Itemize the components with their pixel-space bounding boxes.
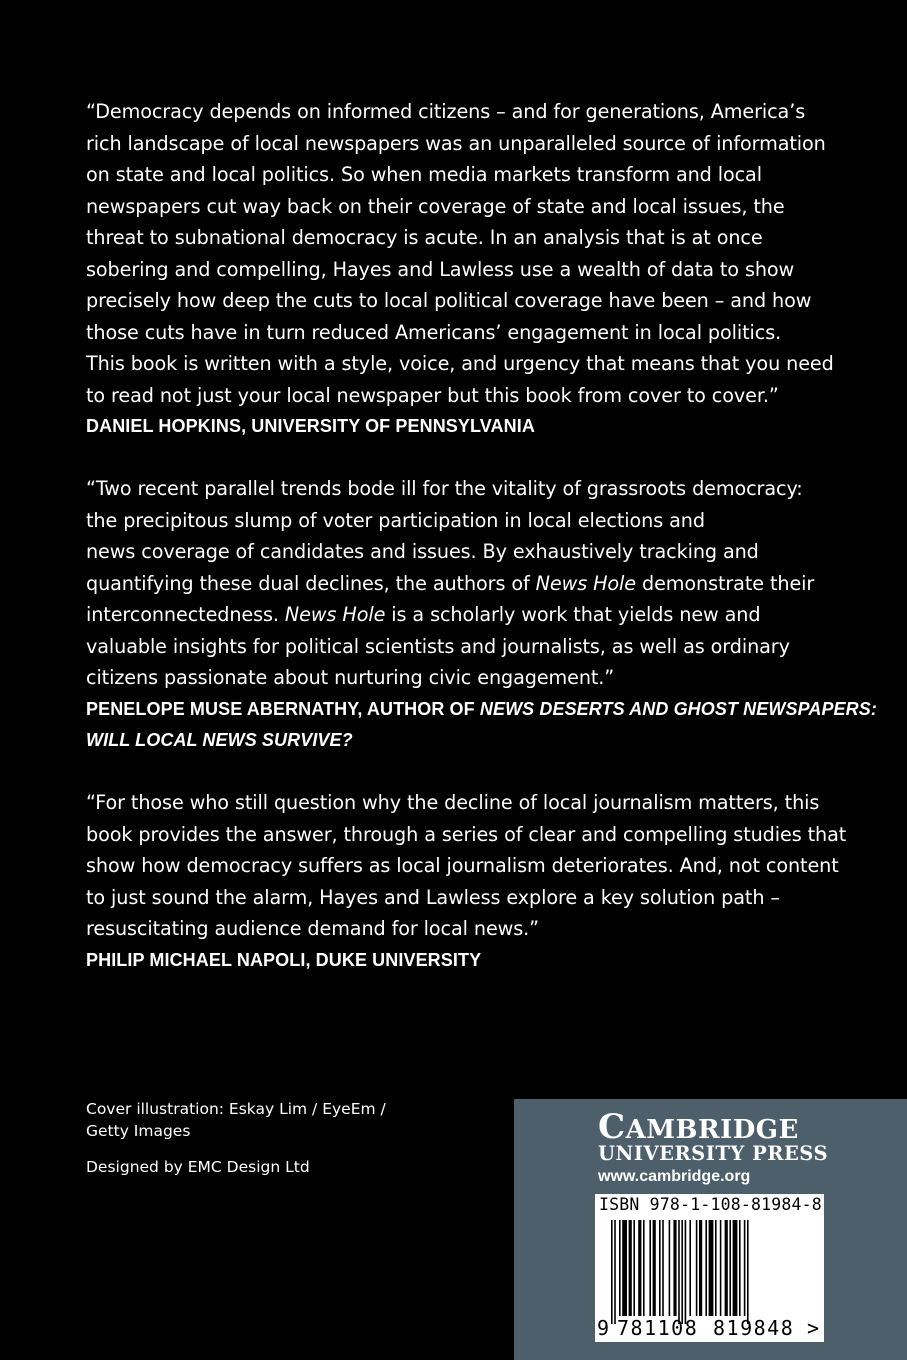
quote-line: rich landscape of local newspapers was an unparalleled source of information (86, 131, 826, 155)
barcode-bar (744, 1220, 746, 1316)
barcode (595, 1194, 824, 1342)
barcode-bar (720, 1220, 722, 1316)
illustration-credit: Cover illustration: Eskay Lim / EyeEm / (86, 1100, 386, 1118)
quote-abernathy (86, 473, 877, 757)
barcode-end-mark: > (807, 1316, 820, 1340)
quote-text (86, 787, 846, 945)
quote-line: “Democracy depends on informed citizens – and for generations, America’s (86, 100, 806, 123)
barcode-bar (715, 1220, 717, 1316)
quote-attribution-cont (86, 725, 846, 757)
barcode-bar (659, 1220, 661, 1316)
quote-line: resuscitating audience demand for local news.” (86, 917, 539, 940)
quote-line: book provides the answer, through a series of clear and compelling studies that (86, 822, 847, 846)
quote-text (86, 473, 846, 694)
barcode-bar (678, 1220, 680, 1324)
barcode-digit-first: 9 (597, 1316, 610, 1340)
publisher-subtitle: UNIVERSITY PRESS (598, 1142, 829, 1165)
quote-line (86, 599, 846, 631)
cover-credits (86, 1098, 386, 1178)
quote-line: on state and local politics. So when media markets transform and local (86, 163, 762, 186)
barcode-bar (653, 1220, 656, 1316)
publisher-panel (514, 1099, 907, 1360)
quote-attribution: PHILIP MICHAEL NAPOLI, DUKE UNIVERSITY (86, 949, 482, 970)
quote-text-segment: is a scholarly work that yields new and (385, 603, 761, 626)
barcode-bar (685, 1220, 687, 1324)
barcode-bar (747, 1220, 749, 1324)
barcode-bar (649, 1220, 651, 1316)
attribution-book-title: NEWS DESERTS AND GHOST NEWSPAPERS: (479, 698, 877, 719)
barcode-bar (696, 1220, 698, 1316)
quote-line: “Two recent parallel trends bode ill for the vitality of grassroots democracy: (86, 477, 803, 500)
book-title: News Hole (535, 571, 636, 595)
barcode-bar (619, 1220, 621, 1316)
quote-line: This book is written with a style, voice, and urgency that means that you need (86, 352, 834, 375)
barcode-bar (705, 1220, 707, 1316)
isbn-label: ISBN 978-1-108-81984-8 (599, 1195, 822, 1214)
barcode-digits-right: 819848 (713, 1316, 795, 1340)
barcode-bar (725, 1220, 728, 1316)
quote-napoli (86, 787, 846, 976)
barcode-bar (643, 1220, 645, 1316)
book-title: News Hole (284, 603, 386, 626)
barcode-bar (622, 1220, 627, 1316)
logo-rest: AMBRIDGE (625, 1115, 799, 1145)
quote-line: news coverage of candidates and issues. By exhaustively tracking and (86, 540, 759, 563)
publisher-logo (598, 1107, 799, 1147)
quote-text-segment: demonstrate their (636, 571, 815, 595)
quote-line: sobering and compelling, Hayes and Lawless use a wealth of data to show (86, 257, 795, 281)
barcode-bar (729, 1220, 731, 1316)
barcode-digits (595, 1316, 824, 1340)
attribution-prefix: PENELOPE MUSE ABERNATHY, AUTHOR OF (86, 698, 480, 719)
barcode-bar (638, 1220, 641, 1316)
barcode-bar (629, 1220, 632, 1316)
quote-line: threat to subnational democracy is acute. In an analysis that is at once (86, 226, 763, 249)
barcode-bar (739, 1220, 741, 1316)
quote-line: citizens passionate about nurturing civic engagement.” (86, 666, 615, 689)
barcode-bar (633, 1220, 635, 1316)
publisher-url: www.cambridge.org (598, 1168, 751, 1185)
quote-hopkins (86, 96, 846, 443)
quote-text-segment: quantifying these dual declines, the authors of (86, 571, 536, 595)
attribution-book-title: WILL LOCAL NEWS SURVIVE? (86, 730, 353, 750)
barcode-bar (673, 1220, 676, 1316)
quote-attribution: DANIEL HOPKINS, UNIVERSITY OF PENNSYLVANIA (86, 416, 535, 436)
barcode-bar (709, 1220, 714, 1316)
quote-text (86, 96, 846, 411)
designer-credit: Designed by EMC Design Ltd (86, 1158, 310, 1176)
barcode-bar (669, 1220, 671, 1316)
barcode-bar (699, 1220, 702, 1316)
illustration-credit-cont: Getty Images (86, 1122, 191, 1140)
barcode-digits-left: 781108 (617, 1316, 699, 1340)
logo-initial: C (598, 1107, 626, 1147)
quote-line: the precipitous slump of voter participation in local elections and (86, 508, 705, 532)
quote-text-segment: interconnectedness. (86, 603, 285, 626)
barcode-bar (662, 1220, 664, 1316)
barcode-bar (689, 1220, 691, 1316)
quote-line: to read not just your local newspaper but this book from cover to cover.” (86, 383, 779, 407)
quote-attribution (86, 694, 877, 726)
quote-line (86, 568, 846, 600)
quote-line: newspapers cut way back on their coverage of state and local issues, the (86, 194, 785, 218)
quote-line: “For those who still question why the decline of local journalism matters, this (86, 791, 820, 814)
barcode-bar (681, 1220, 683, 1324)
barcode-bar (611, 1220, 613, 1324)
barcode-bar (733, 1220, 738, 1316)
quote-line: valuable insights for political scientists and journalists, as well as ordinary (86, 634, 790, 658)
barcode-bar (614, 1220, 616, 1324)
quote-line: show how democracy suffers as local journalism deteriorates. And, not content (86, 854, 839, 877)
quote-line: to just sound the alarm, Hayes and Lawless explore a key solution path – (86, 885, 780, 909)
quote-line: those cuts have in turn reduced Americans’ engagement in local politics. (86, 320, 782, 344)
quote-line: precisely how deep the cuts to local political coverage have been – and how (86, 289, 812, 312)
